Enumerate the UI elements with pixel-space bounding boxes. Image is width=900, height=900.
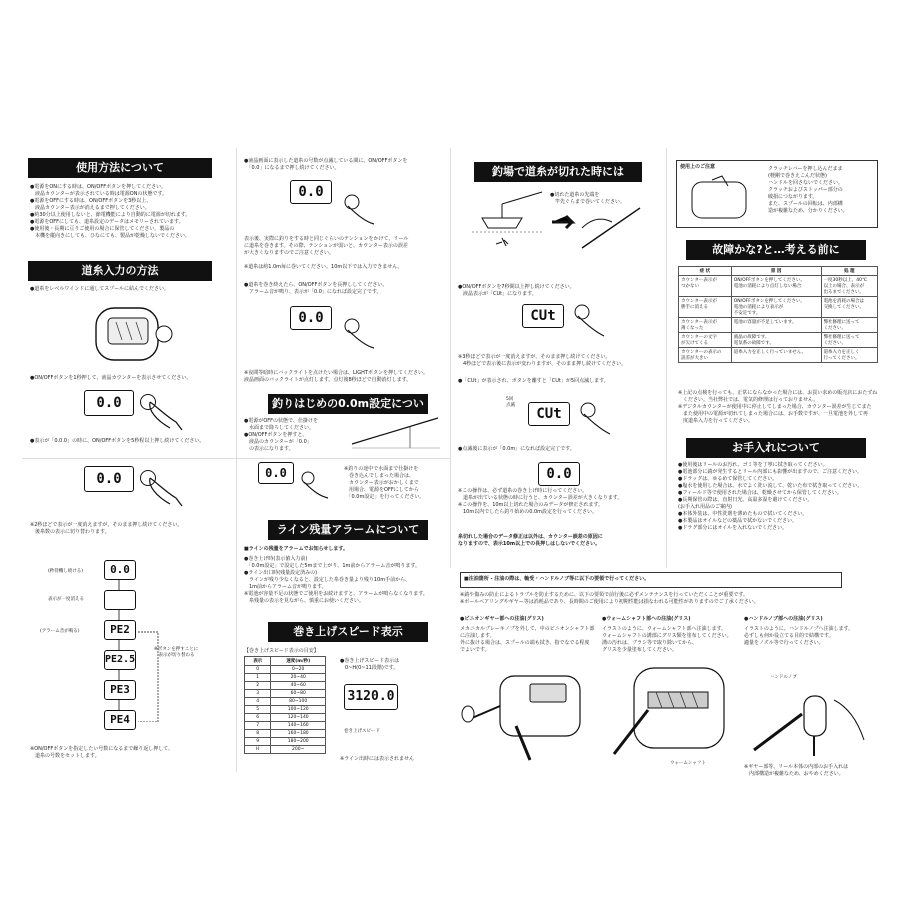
table-row [245, 738, 326, 746]
table-row [245, 674, 326, 682]
heading-line-input: 道糸入力の方法 [28, 261, 212, 281]
table-row [679, 348, 878, 363]
table-cell: カウンター表示が つかない [679, 276, 732, 297]
worm-text: イラストのように、ウォームシャフト部へ注油します。 ウォームシャフトの溝部にグリス類を塗布してください。 溝の汚れは、ブラシ等で取り除いてから、 グリスを少量塗布してください。 [602, 626, 732, 653]
lubrication-notes: ※錆や傷みの防止によるトラブルを防止するために、以下の要領で前行後に必ずメンテナンスを行っていただくことが重要です。 ※ボールベアリングやギヤー等は消耗品であり、長時間のご使用により初期性能は損なわれる可能性がありますのでご了承ください。 [460, 592, 759, 605]
table-row [245, 714, 326, 722]
table-cell: 9 [245, 738, 271, 746]
alarm-text: ●巻き上げ時(表示値入力前) 「0.0m設定」で設定した5mまで上がり、1m前からアラーム音が鳴ります。 ●ライン出口時(残量設定済みの) ラインが残り少なくなると、設定した糸巻き量より残り10m手前から、 1m前からアラーム音が鳴ります。 ※電池が容量不足の状態でご使用をお続けますと、アラームが鳴らなくなります。 糸残量の表示を見ながら、慎重にお使いください。 [244, 556, 428, 604]
table-cell: 60~80 [271, 690, 326, 698]
cut-done-text: ●点滅後に表示が「0.0m」になれば設定完了です。 [458, 446, 575, 452]
lcd-display-5: 0.0 [258, 462, 294, 484]
speed-table-title: 【巻き上げスピード表示の目安】 [244, 648, 319, 654]
cut-blink-text: ●「CUt」が表示され、ボタンを離すと「CUt」が5回点滅します。 [458, 378, 609, 384]
clutch-illustration [682, 174, 762, 222]
flow-lcd-1: 0.0 [104, 560, 136, 580]
hand-icon-4 [338, 312, 378, 352]
lcd-speed-display: 3120.0 [344, 684, 398, 710]
heading-speed: 巻き上げスピード表示 [268, 622, 428, 642]
zero-note-text: ※釣りの途中で水面まで仕掛けを 巻き込んでしまった場合は、 カウンター表示がおかしくまで 用場合、電源をOFFにしてから 「0.0m設定」を行ってください。 [344, 466, 425, 500]
pinion-illustration [460, 656, 600, 766]
table-cell: 200~ [271, 746, 326, 754]
backlight-text: ※夜間等暗時にバックライトを点けたい場合は、LIGHTボタンを押してください。 液晶画面のバックライトが点灯します。点灯後8秒ほどで自動消灯します。 [244, 370, 428, 383]
table-cell: 6 [245, 714, 271, 722]
table-row [245, 698, 326, 706]
knob-note: ※ギヤー部等、リール本体の内部のお手入れは 内部構造が複雑なため、おやめください。 [744, 764, 849, 777]
finish-text: ●道糸を巻き終えたら、ON/OFFボタンを長押ししてください。 アラーム音が鳴り、表示が「0.0」になれば設定完了です。 [244, 282, 388, 295]
table-row [245, 706, 326, 714]
table-cell: 2 [245, 682, 271, 690]
table-cell: 7 [245, 722, 271, 730]
table-cell: H [245, 746, 271, 754]
worm-label: ウォームシャフト [670, 761, 706, 766]
flow-lcd-4: PE2.5 [104, 650, 136, 670]
pinion-text: メカニカルブレーキノブを外して、中のピニオンシャフト部 に注油します。 外に抜ける場合は、スプールの端も拭き、指でなでる程度 でよいです。 [460, 626, 595, 653]
table-cell: 8 [245, 730, 271, 738]
table-cell: 道糸入力を正しく行っていません。 [731, 348, 821, 363]
table-header-row [245, 657, 326, 666]
table-cell: 120~140 [271, 714, 326, 722]
zero-setting-text: ●電源がOFFの状態で、仕掛けを 水面まで降ろしてください。 ●ON/OFFボタンを押すと、 液晶のカウンターが「0.0」 の表示になります。 [244, 418, 318, 452]
heading-troubleshoot: 故障かな?と…考える前に [686, 240, 866, 260]
lcd-display-cut-2: CUt [528, 402, 570, 426]
maintenance-text: ●使用後はリールのお汚れ、ゴミ等を丁寧に拭き取ってください。 ●電池部分に錆が発生するとリール内部にも影響が出ますので、ご注意ください。 ●ドラッグは、ゆるめて保管してください。 ●塩水を使用した場合は、水でよく洗い流して、乾いた布で拭き取ってください。 ●フィールド等で使用された場合は、乾燥させてから保管してください。 ●長期保管の際は、直射日光、高温多湿を避けてください。 (お手入れ用品のご案内) ●本体外装は、中性洗剤を薄めたもので拭いてください。 ●本製品はオイルなどの薬品で拭かないでください。 ●ドラグ部分にはオイルを入れないでください。 [678, 462, 863, 531]
table-cell: 弊社修理に送って ください。 [821, 318, 877, 333]
set-size-text: ※ON/OFFボタンを指定したい号数になるまで繰り返し押して、 道糸の号数をセットします。 [30, 746, 174, 759]
table-cell: 4 [245, 698, 271, 706]
table-header: 速度(m/秒) [271, 657, 326, 666]
cut-lead-text: ●切れた道糸の先端を 竿先ぐらまで巻いてください。 [550, 192, 626, 205]
line-input-text: ●道糸をレベルワインドに通してスプールに結んでください。 [30, 286, 169, 292]
table-cell: ON/OFFボタンを押してください。 電池の消耗により表示が 不安定です。 [731, 297, 821, 318]
table-row [245, 722, 326, 730]
power-on-text: ●ON/OFFボタンを1秒押して、液晶カウンターを表示させてください。 [30, 375, 192, 381]
lcd-display-1: 0.0 [84, 390, 134, 416]
cut-warning-text: 糸切れした場合のデータ修正は以外は、カウンター誤差の原因に なりますので、表示10m以上での長押しはしないでください。 [458, 534, 603, 547]
table-header: 表示 [245, 657, 271, 666]
cut-note-text: ※3秒ほどで表示が一度消えますが、そのまま押し続けてください。 4秒ほどで表示後に表示が変わりますが、そのまま押し続けてください。 [458, 354, 627, 367]
table-row [245, 746, 326, 754]
flow-lcd-3: PE2 [104, 620, 136, 640]
lcd-display-2: 0.0 [84, 466, 134, 492]
speed-range-text: ●巻き上げスピード表示は 0~H(0~11段階)です。 [340, 658, 400, 671]
heading-alarm: ライン残量アラームについて [268, 520, 428, 540]
fold-line-v2 [450, 148, 451, 568]
worm-illustration [604, 658, 740, 764]
hand-icon-5 [296, 466, 332, 502]
hand-icon-2 [146, 474, 186, 508]
speed-table [244, 656, 326, 754]
heading-line-break: 釣場で道糸が切れた時には [474, 162, 642, 182]
lcd-display-3: 0.0 [290, 180, 332, 204]
table-cell: カウンター表示が 薄くなった [679, 318, 732, 333]
lcd-display-cut-3: 0.0 [538, 462, 580, 486]
table-row [245, 730, 326, 738]
knob-title: ●ハンドルノブ部への注油(グリス) [744, 616, 823, 622]
table-cell: 電池を消耗の場合は 交換してください。 [821, 297, 877, 318]
lcd-display-4: 0.0 [290, 306, 332, 330]
table-cell: カウンターの文字 が欠けてくる [679, 333, 732, 348]
pinion-title: ●ピニオンギヤー部への注油(グリス) [460, 616, 544, 622]
hold-text: ●表示が「0.0.0」の時に、ON/OFFボタンを5秒程以上押し続けてください。 [30, 438, 205, 444]
col2-intro-text: ●液晶画面に表示した道糸の号数が点滅している間に、ON/OFFボタンを 「0.0」になるまで押し続けてください。 [244, 158, 408, 171]
caution-title: 使用上のご注意 [680, 164, 716, 170]
manual-sheet [22, 148, 882, 777]
trouble-table [678, 266, 878, 363]
hand-icon-1 [146, 398, 186, 432]
hand-icon-7 [574, 398, 614, 438]
wind-text: 表示後、実際に釣りをする時と同じぐらいのテンションをかけて、リール に道糸を巻きます。その際、テンションが弱いと、カウンター表示の誤差 が大きくなりますのでご注意ください。 ※道糸は約1.0m毎に巻いてください。10m以下では入力できません。 [244, 236, 409, 270]
table-cell: 160~180 [271, 730, 326, 738]
cut-hold-text: ●ON/OFFボタンを7秒間以上押し続けてください。 液晶表示が「CUt」になります。 [458, 284, 575, 297]
table-cell: 100~120 [271, 706, 326, 714]
flow-label-wait: (秒待機し続ける) [48, 569, 84, 574]
heading-usage: 使用方法について [28, 158, 212, 178]
table-cell: 20~40 [271, 674, 326, 682]
table-cell: カウンター表示が 勝手に消える [679, 297, 732, 318]
heading-maintenance: お手入れについて [686, 438, 866, 458]
alarm-lead-text: ■ラインの残量をアラームでお知らせします。 [244, 546, 349, 552]
table-cell: 1 [245, 674, 271, 682]
usage-text: ●電源をONにする時は、ON/OFFボタンを押してください。 液晶カウンターが表示されている時は電源ONの状態です。 ●電源をOFFにする時は、ON/OFFボタンを3秒以上、 液晶カウンター表示が消えるまで押してください。 ●約30分以上使用しないと、節電機能により自動的に電源が切れます。 ●電源をOFFにしても、道糸設定のデータはメモリーされています。 ●使用後・長期に亘りご使用の場合に保管してください。製品の 本機を縦向きにしても、ひなにても、製品が乾燥しないでください。 [30, 184, 191, 239]
reel-illustration [86, 300, 176, 370]
table-cell: 電池の容量が不足しています。 [731, 318, 821, 333]
speed-note-text: ※ライン出時には表示されません [340, 756, 415, 762]
knob-illustration [744, 680, 874, 760]
hand-icon-3 [338, 188, 378, 228]
fold-line-v3 [666, 148, 667, 568]
lcd-display-cut-1: CUt [522, 304, 564, 328]
table-cell: 弊社修理に送って ください。 [821, 333, 877, 348]
table-cell: 5 [245, 706, 271, 714]
trouble-note-text: ※上記の点検を行っても、正常にならなかった場合には、お買い求めの販売店におたずね ください。当社弊社では、電気的修理は行っておりません。 ※デジタルカウンターが使用中に停止してしまった場合、カウンター誤差が生じてまた また使用中の電源が切れてしまった場合には、お手数ですが、一旦電池を外して再 度道糸入力を行ってください。 [678, 390, 878, 424]
table-row [679, 318, 878, 333]
table-cell: 180~200 [271, 738, 326, 746]
table-cell: 道糸入力を正しく 行ってください。 [821, 348, 877, 363]
flow-lcd-5: PE3 [104, 680, 136, 700]
table-row [245, 666, 326, 674]
fold-line-v1 [236, 148, 237, 772]
table-cell: 0~20 [271, 666, 326, 674]
flow-note: ※ボタンを押すことに 表示が切り替わる [154, 647, 199, 658]
table-header: 症 状 [679, 267, 732, 276]
table-cell: 40~60 [271, 682, 326, 690]
hand-icon-6 [568, 300, 608, 340]
table-cell: 一度30秒以上、40℃ 以上の場合、表示が 出るまでください。 [821, 276, 877, 297]
flow-label-blank: 表示が一度消える [48, 597, 84, 602]
flow-label-alarm: (アラーム音が鳴る) [40, 629, 80, 634]
knob-label: ハンドルノブ [770, 675, 797, 680]
knob-text: イラストのように、ハンドルノブへ注油します。 必ずしも何か役立てる目的で結構です。 適量をノズル等で行ってください。 [744, 626, 854, 646]
table-header: 原 因 [731, 267, 821, 276]
speed-label: 巻き上げスピード [344, 729, 380, 734]
table-header: 処 理 [821, 267, 877, 276]
cut-caution-text: ※この操作は、必ず道糸の巻き上げ時に行ってください。 道糸が出ている状態の時に行うと、カウンター誤差が大きくなります。 ※この操作を、10m以上切れた場合のみデータが修正されます。 10m以内でしたら釣り始めの0.0m設定を行ってください。 [458, 488, 623, 515]
table-header-row [679, 267, 878, 276]
flow-lcd-6: PE4 [104, 710, 136, 730]
caution-text: クラッチレバーを押し込んだまま (軽剛で巻きえこんだ状態) ハンドルを回さないでください。 クラッチおよびストッパー部分の 破損につながります。 また、スプールの回転は、内部構 造が複雑なため、分かりください。 [768, 166, 848, 214]
table-row [679, 297, 878, 318]
table-cell: 140~160 [271, 722, 326, 730]
table-row [245, 690, 326, 698]
table-row [245, 682, 326, 690]
table-row [679, 276, 878, 297]
table-cell: 80~100 [271, 698, 326, 706]
table-cell: 液晶の故障です。 電気系の故障です。 [731, 333, 821, 348]
table-row [679, 333, 878, 348]
lubrication-title: ■注油箇所 ‐ 注油の際は、軸受・ハンドルノブ等に以下の要領で行ってください。 [464, 576, 650, 582]
note-switch-text: ※2秒ほどで表示が一度消えますが、そのまま押し続けてください。 後糸数の表示に切り替わります。 [30, 522, 183, 535]
rod-illustration [350, 414, 440, 450]
table-cell: カウンターの表示の 誤差が大きい [679, 348, 732, 363]
heading-zero-setting: 釣りはじめの0.0m設定について [268, 394, 428, 414]
blink-label: 5回 点滅 [506, 397, 515, 408]
worm-title: ●ウォームシャフト部への注油(グリス) [602, 616, 691, 622]
fold-line-h1 [22, 458, 450, 459]
table-cell: 3 [245, 690, 271, 698]
table-cell: ON/OFFボタンを押してください。 電池の消耗により点灯しない場合 [731, 276, 821, 297]
table-cell: 0 [245, 666, 271, 674]
